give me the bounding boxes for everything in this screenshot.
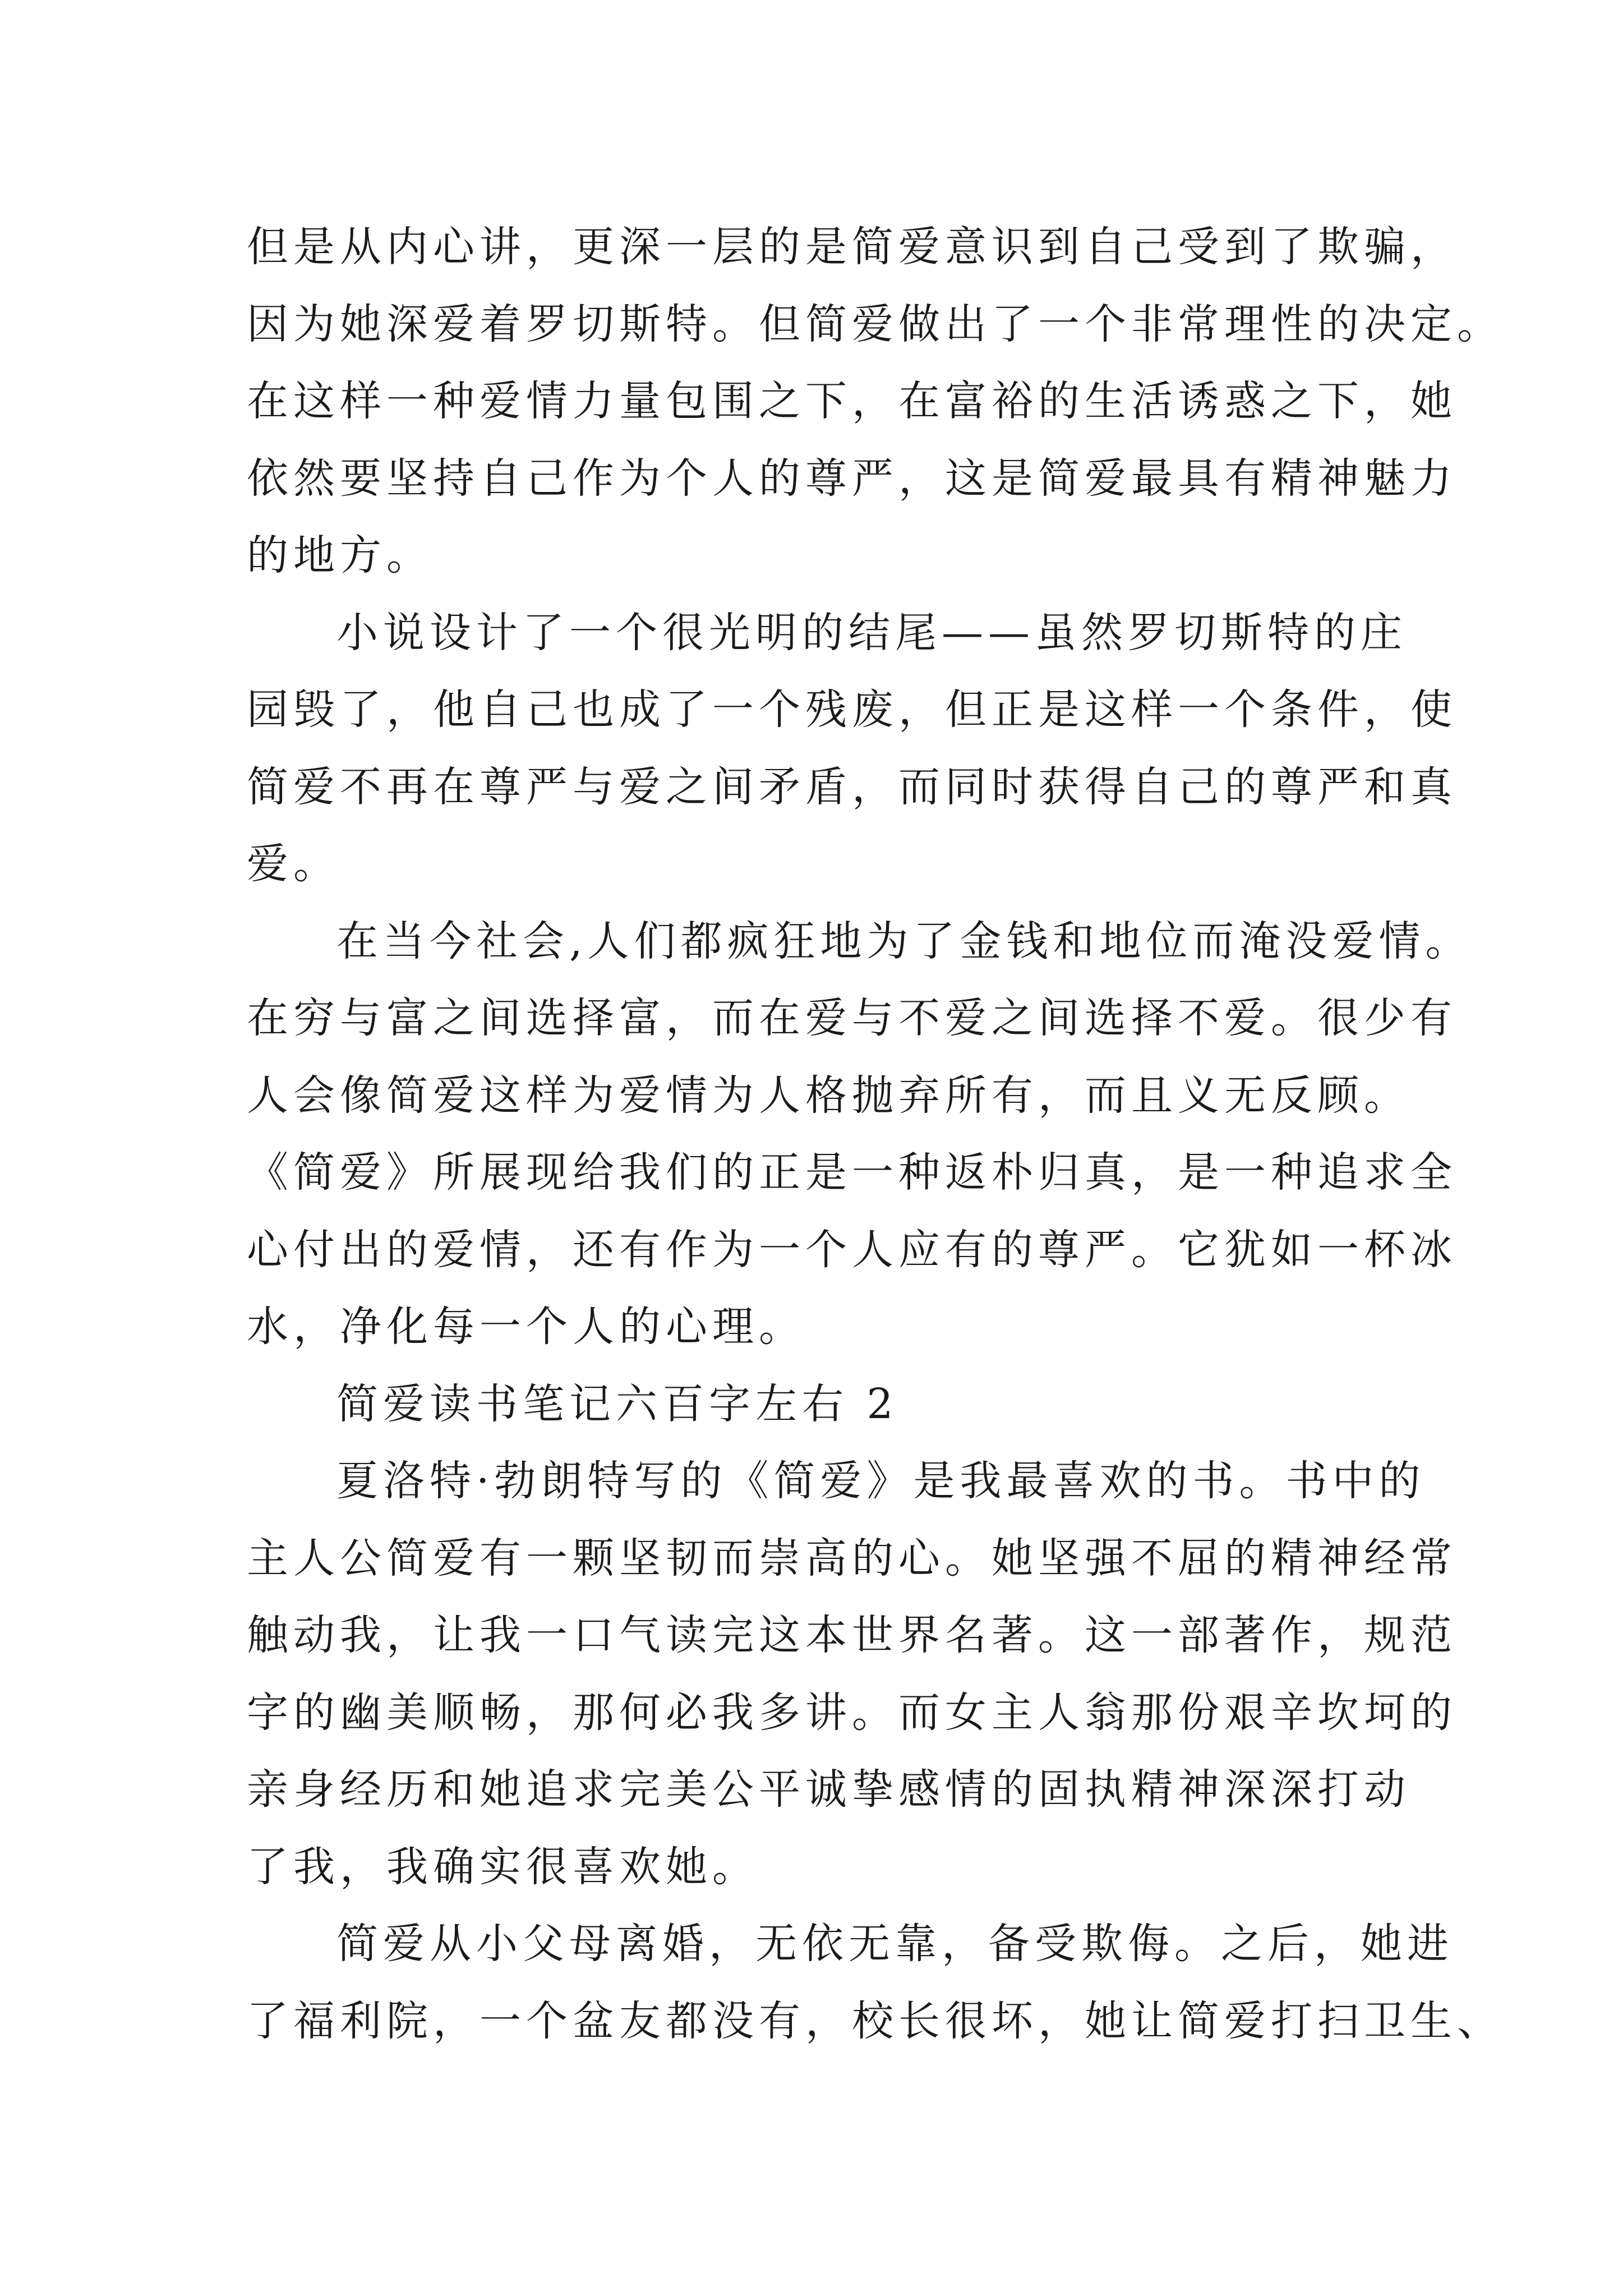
text-line: 触动我，让我一口气读完这本世界名著。这一部著作，规范 xyxy=(247,1611,1457,1659)
text-line: 夏洛特·勃朗特写的《简爱》是我最喜欢的书。书中的 xyxy=(336,1457,1426,1505)
text-line: 爱。 xyxy=(247,840,340,888)
text-line: 简爱读书笔记六百字左右 2 xyxy=(336,1379,898,1428)
document-body xyxy=(247,209,1504,2060)
text-line: 因为她深爱着罗切斯特。但简爱做出了一个非常理性的决定。 xyxy=(247,300,1504,348)
text-line: 园毁了，他自己也成了一个残废，但正是这样一个条件，使 xyxy=(247,685,1457,734)
text-line: 但是从内心讲，更深一层的是简爱意识到自己受到了欺骗， xyxy=(247,223,1457,271)
text-line: 水，净化每一个人的心理。 xyxy=(247,1303,805,1351)
text-line: 亲身经历和她追求完美公平诚挚感情的固执精神深深打动 xyxy=(247,1765,1410,1814)
text-line: 字的幽美顺畅，那何必我多讲。而女主人翁那份艰辛坎坷的 xyxy=(247,1688,1457,1737)
text-line: 了我，我确实很喜欢她。 xyxy=(247,1842,759,1891)
text-line: 在穷与富之间选择富，而在爱与不爱之间选择不爱。很少有 xyxy=(247,994,1457,1042)
text-line: 小说设计了一个很光明的结尾——虽然罗切斯特的庄 xyxy=(336,608,1407,657)
text-line: 主人公简爱有一颗坚韧而崇高的心。她坚强不屈的精神经常 xyxy=(247,1534,1457,1582)
text-line: 心付出的爱情，还有作为一个人应有的尊严。它犹如一杯冰 xyxy=(247,1225,1457,1274)
text-line: 《简爱》所展现给我们的正是一种返朴归真，是一种追求全 xyxy=(247,1148,1457,1197)
text-line: 依然要坚持自己作为个人的尊严，这是简爱最具有精神魅力 xyxy=(247,454,1457,503)
text-line: 在当今社会,人们都疯狂地为了金钱和地位而淹没爱情。 xyxy=(336,917,1472,965)
text-line: 简爱从小父母离婚，无依无靠，备受欺侮。之后，她进 xyxy=(336,1920,1454,1968)
text-line: 简爱不再在尊严与爱之间矛盾，而同时获得自己的尊严和真 xyxy=(247,762,1457,811)
text-line: 在这样一种爱情力量包围之下，在富裕的生活诱惑之下，她 xyxy=(247,377,1457,425)
text-line: 的地方。 xyxy=(247,531,433,579)
text-line: 人会像简爱这样为爱情为人格抛弃所有，而且义无反顾。 xyxy=(247,1071,1410,1120)
text-line: 了福利院，一个盆友都没有，校长很坏，她让简爱打扫卫生、 xyxy=(247,1996,1504,2045)
